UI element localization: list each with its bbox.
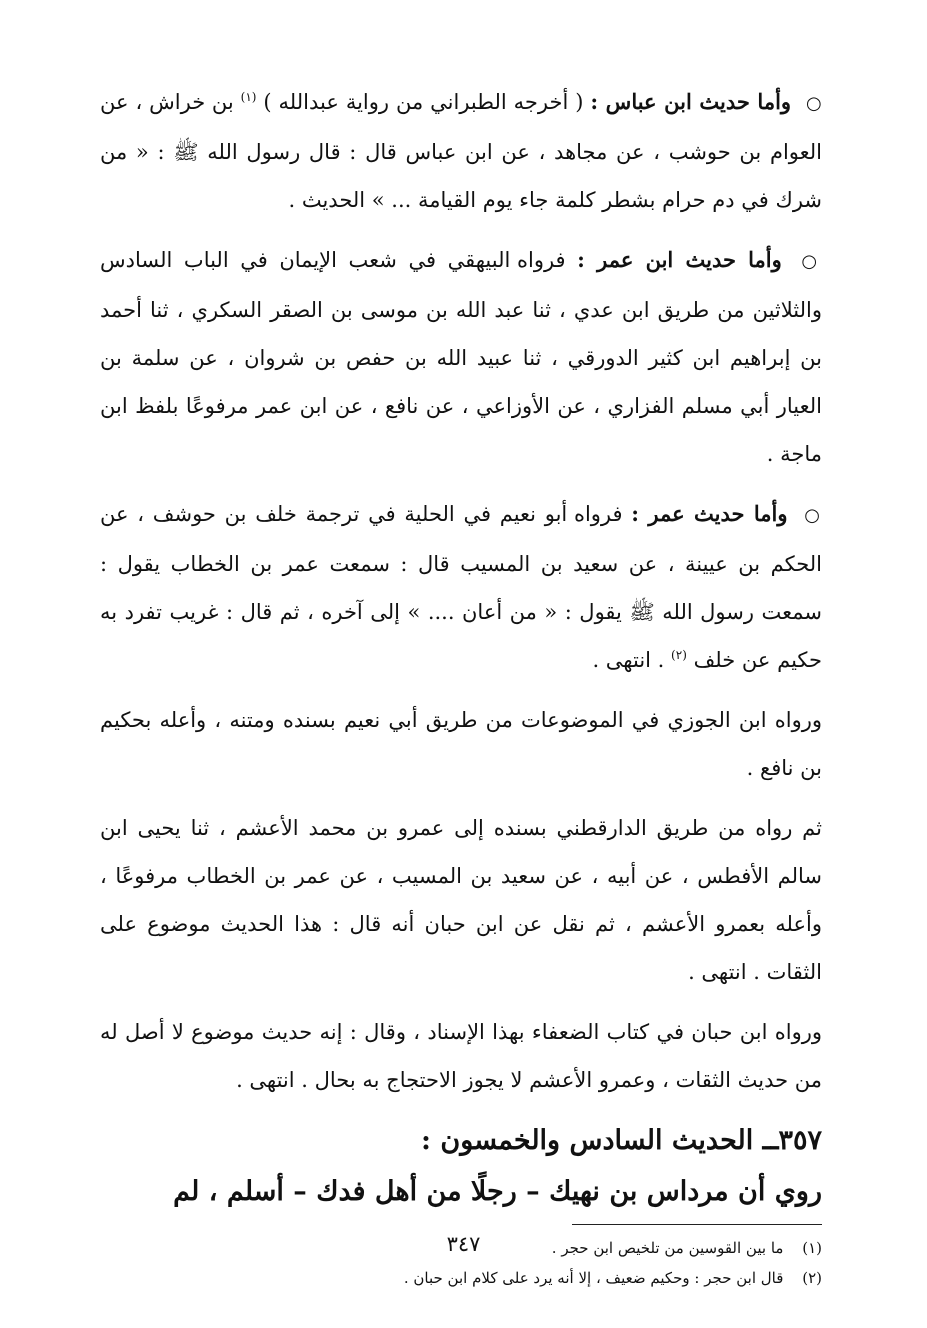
paragraph-daraqutni: ثم رواه من طريق الدارقطني بسنده إلى عمرو بن محمد الأعشم ، ثنا يحيى ابن سالم الأفطس ، عن أبيه ، عن سعيد بن المسيب ، عن عمر بن الخطاب مرفوعًا ، وأعله بعمرو الأعشم ، ثم نقل عن ابن حبان أنه قال : هذا الحديث موضوع على الثقات . انتهى . [100, 816, 822, 984]
circle-bullet-icon: ○ [801, 251, 822, 272]
page-number: ٣٤٧ [446, 1232, 481, 1256]
footnote-number: (١) [802, 1239, 822, 1257]
paragraph-ibn-jawzi: ورواه ابن الجوزي في الموضوعات من طريق أبي نعيم بسنده ومتنه ، وأعله بحكيم بن نافع . [100, 708, 822, 780]
footnote-text: ما بين القوسين من تلخيص ابن حجر . [551, 1239, 784, 1257]
paragraph-ibn-abbas [100, 78, 822, 224]
paragraph-ibn-hibban: ورواه ابن حبان في كتاب الضعفاء بهذا الإسناد ، وقال : إنه حديث موضوع لا أصل له من حديث الثقات ، وعمرو الأعشم لا يجوز الاحتجاج به بحال . انتهى . [100, 1020, 822, 1092]
footnote-text: قال ابن حجر : وحكيم ضعيف ، إلا أنه يرد على كلام ابن حبان . [403, 1269, 784, 1287]
footnote-divider [572, 1224, 822, 1225]
paragraph-ibn-umar [100, 236, 822, 478]
circle-bullet-icon: ○ [804, 505, 822, 526]
circle-bullet-icon: ○ [806, 93, 822, 114]
paragraph-lead: وأما حديث عمر : [631, 501, 788, 526]
paragraph-text: . انتهى . [592, 648, 665, 672]
paragraph-lead: وأما حديث ابن عمر : [577, 247, 782, 272]
paragraph-umar [100, 490, 822, 684]
paragraph-text: فرواه أبو نعيم في الحلية في ترجمة خلف بن حوشف ، عن الحكم بن عيينة ، عن سعيد بن المسيب قال : سمعت عمر بن الخطاب يقول : سمعت رسول الله ﷺ يقول : « من أعان .... » إلى آخره ، ثم قال : غريب تفرد به حكيم عن خلف [100, 502, 822, 672]
paragraph-text: بن خراش ، عن العوام بن حوشب ، عن مجاهد ، عن ابن عباس قال : قال رسول الله ﷺ : « من شرك في دم حرام بشطر كلمة جاء يوم القيامة ... » الحديث . [100, 90, 822, 212]
paragraph-lead: وأما حديث ابن عباس : [590, 89, 792, 114]
hadith-opening-line: روي أن مرداس بن نهيك – رجلًا من أهل فدك – أسلم ، لم [173, 1176, 822, 1207]
footnote [100, 1263, 822, 1293]
footnote-ref[interactable]: (٢) [671, 648, 687, 662]
footnote-ref[interactable]: (١) [240, 90, 257, 104]
hadith-heading: ٣٥٧ــ الحديث السادس والخمسون : [421, 1125, 822, 1156]
page-body [100, 78, 822, 1293]
paragraph-text: فرواه البيهقي في شعب الإيمان في الباب السادس والثلاثين من طريق ابن عدي ، ثنا عبد الله بن موسى بن الصقر السكري ، ثنا أحمد بن إبراهيم ابن كثير الدورقي ، ثنا عبيد الله بن حفص بن شروان ، عن سلمة بن العيار أبي مسلم الفزاري ، عن الأوزاعي ، عن نافع ، عن ابن عمر مرفوعًا بلفظ ابن ماجة . [100, 248, 822, 466]
paragraph-text: ( أخرجه الطبراني من رواية عبدالله ) [263, 90, 584, 114]
footnote-number: (٢) [802, 1269, 822, 1287]
